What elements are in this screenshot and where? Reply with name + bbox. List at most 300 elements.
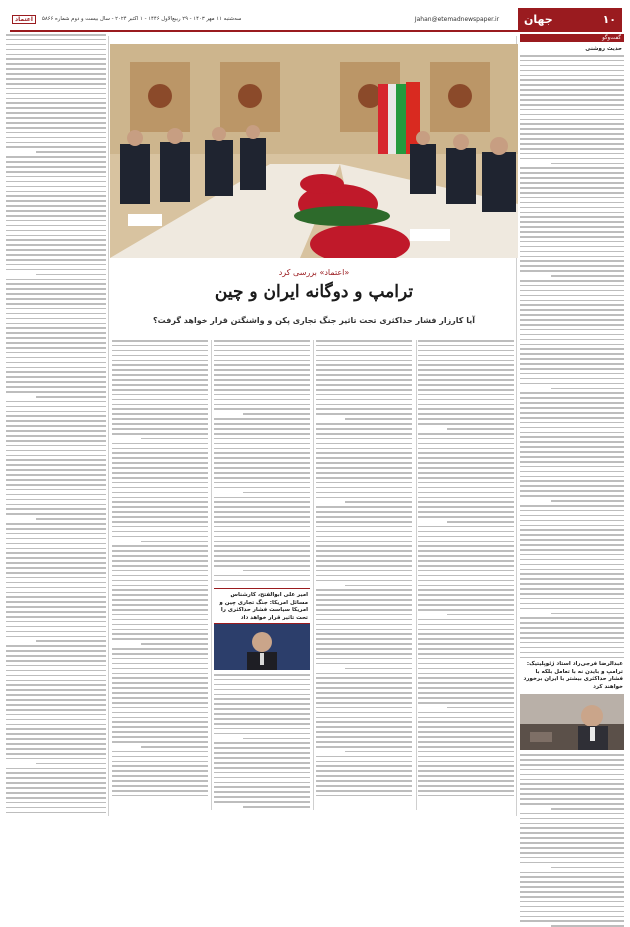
text-line [112, 638, 208, 640]
text-line [112, 394, 208, 396]
text-line [316, 340, 412, 342]
text-line [6, 362, 106, 364]
text-line [316, 712, 412, 714]
text-line [520, 759, 624, 761]
text-line [418, 580, 514, 582]
text-line [6, 49, 106, 51]
text-line [520, 329, 624, 331]
text-line [520, 265, 624, 267]
section-email[interactable]: Jahan@etemadnewspaper.ir [414, 15, 500, 23]
text-line [6, 733, 106, 735]
text-line [214, 360, 310, 362]
text-line [520, 622, 624, 624]
text-line [418, 560, 514, 562]
text-line [418, 712, 514, 714]
text-line [112, 487, 208, 489]
interview-text-block-2 [520, 754, 624, 927]
text-line [214, 531, 310, 533]
text-line [214, 423, 310, 425]
text-line [214, 560, 310, 562]
text-line [6, 582, 106, 584]
text-line [418, 433, 514, 435]
section-banner [518, 8, 622, 30]
text-line [6, 577, 106, 579]
text-line [520, 466, 624, 468]
text-line [6, 440, 106, 442]
text-line [6, 611, 106, 613]
text-line [6, 508, 106, 510]
text-line [6, 802, 106, 804]
text-line [6, 200, 106, 202]
text-line [214, 340, 310, 342]
text-line [316, 467, 412, 469]
text-line [6, 562, 106, 564]
article-subhead: آیا کارزار فشار حداکثری تحت تاثیر جنگ تجاری پکن و واشنگتن قرار خواهد گرفت؟ [153, 316, 475, 325]
text-line [316, 545, 412, 547]
diplomatic-meeting-illustration [110, 44, 518, 258]
text-line [316, 536, 412, 538]
text-line [214, 767, 310, 769]
text-line [316, 355, 412, 357]
text-line [214, 536, 310, 538]
text-line [6, 758, 106, 760]
text-line [112, 492, 208, 494]
text-line [112, 751, 208, 753]
text-line [6, 743, 106, 745]
text-line [316, 369, 412, 371]
text-line [316, 609, 412, 611]
text-line [36, 151, 106, 153]
text-line [6, 220, 106, 222]
text-line [214, 689, 310, 691]
text-line [520, 832, 624, 834]
text-line [6, 191, 106, 193]
text-line [6, 655, 106, 657]
text-line [316, 516, 412, 518]
text-line [6, 283, 106, 285]
text-line [6, 264, 106, 266]
text-line [214, 757, 310, 759]
text-line [316, 384, 412, 386]
text-line [6, 665, 106, 667]
text-line [316, 702, 412, 704]
text-line [520, 544, 624, 546]
text-line [112, 614, 208, 616]
text-line [418, 536, 514, 538]
text-line [418, 394, 514, 396]
text-line [6, 230, 106, 232]
text-line [243, 570, 310, 572]
text-line [520, 285, 624, 287]
text-line [316, 443, 412, 445]
text-line [520, 295, 624, 297]
text-line [6, 327, 106, 329]
text-line [418, 404, 514, 406]
text-line [520, 754, 624, 756]
text-line [520, 632, 624, 634]
text-line [6, 195, 106, 197]
text-line [316, 765, 412, 767]
text-line [316, 756, 412, 758]
article-column-3 [214, 340, 310, 585]
text-line [551, 808, 624, 810]
text-line [418, 770, 514, 772]
text-line [6, 459, 106, 461]
article-column-1 [418, 340, 514, 800]
text-line [520, 109, 624, 111]
text-line [6, 636, 106, 638]
text-line [6, 807, 106, 809]
pull-quote-text: امیر علی ابوالفتح، کارشناس مسائل امریکا: جنگ تجاری چین و امریکا سیاست فشار حداکثری را تحت تاثیر قرار خواهد داد [219, 592, 308, 622]
text-line [6, 323, 106, 325]
text-line [418, 448, 514, 450]
text-line [520, 564, 624, 566]
text-line [316, 350, 412, 352]
text-line [214, 791, 310, 793]
text-line [6, 298, 106, 300]
text-line [214, 472, 310, 474]
text-line [520, 583, 624, 585]
text-line [520, 510, 624, 512]
text-line [214, 575, 310, 577]
text-line [112, 384, 208, 386]
text-line [112, 501, 208, 503]
text-line [418, 443, 514, 445]
text-line [6, 684, 106, 686]
text-line [418, 555, 514, 557]
text-line [418, 570, 514, 572]
text-line [6, 797, 106, 799]
text-line [112, 452, 208, 454]
text-line [112, 345, 208, 347]
text-line [520, 652, 624, 654]
text-line [214, 511, 310, 513]
text-line [520, 348, 624, 350]
text-line [112, 761, 208, 763]
text-line [520, 412, 624, 414]
text-line [316, 736, 412, 738]
text-line [6, 455, 106, 457]
text-line [112, 629, 208, 631]
text-line [214, 379, 310, 381]
text-line [418, 765, 514, 767]
text-line [6, 694, 106, 696]
text-line [112, 482, 208, 484]
article-column-4 [112, 340, 208, 800]
text-line [418, 477, 514, 479]
text-line [520, 104, 624, 106]
text-line [316, 746, 412, 748]
text-line [418, 795, 514, 797]
text-line [6, 342, 106, 344]
text-line [418, 369, 514, 371]
text-line [316, 677, 412, 679]
text-line [520, 192, 624, 194]
text-line [418, 731, 514, 733]
column-divider-5 [108, 36, 109, 816]
text-line [520, 881, 624, 883]
text-line [551, 388, 624, 390]
text-line [316, 594, 412, 596]
text-line [316, 550, 412, 552]
text-line [520, 627, 624, 629]
text-line [520, 133, 624, 135]
text-line [316, 589, 412, 591]
text-line [447, 614, 514, 616]
text-line [316, 452, 412, 454]
text-line [520, 339, 624, 341]
text-line [418, 399, 514, 401]
text-line [214, 438, 310, 440]
text-line [418, 658, 514, 660]
text-line [6, 464, 106, 466]
text-line [214, 772, 310, 774]
text-line [316, 575, 412, 577]
text-line [141, 541, 208, 543]
text-line [520, 94, 624, 96]
text-line [214, 408, 310, 410]
text-line [6, 689, 106, 691]
text-line [214, 777, 310, 779]
text-line [520, 647, 624, 649]
text-line [6, 450, 106, 452]
interview-headline: عبدالرضا فرجی‌راد استاد ژئوپلیتیک: ترامپ و بایدن نه با تعامل بلکه با فشار حداکثری بیشتر با ایران برخورد خواهند کرد [523, 661, 623, 690]
text-line [520, 872, 624, 874]
text-line [520, 920, 624, 922]
text-line [6, 279, 106, 281]
text-line [418, 756, 514, 758]
text-line [316, 663, 412, 665]
text-line [214, 698, 310, 700]
text-line [520, 862, 624, 864]
text-line [520, 270, 624, 272]
text-line [520, 451, 624, 453]
text-line [418, 462, 514, 464]
text-line [6, 753, 106, 755]
text-line [214, 742, 310, 744]
text-line [418, 638, 514, 640]
text-line [520, 549, 624, 551]
text-line [418, 565, 514, 567]
text-line [551, 500, 624, 502]
text-line [6, 142, 106, 144]
text-line [6, 122, 106, 124]
text-line [418, 785, 514, 787]
text-line [112, 531, 208, 533]
text-line [316, 438, 412, 440]
text-line [520, 226, 624, 228]
text-line [316, 604, 412, 606]
text-line [418, 482, 514, 484]
text-line [316, 643, 412, 645]
text-line [345, 751, 412, 753]
text-line [112, 682, 208, 684]
text-line [112, 594, 208, 596]
text-line [520, 657, 624, 659]
text-line [520, 309, 624, 311]
text-line [418, 648, 514, 650]
text-line [316, 761, 412, 763]
text-line [418, 374, 514, 376]
text-line [418, 717, 514, 719]
text-line [520, 891, 624, 893]
text-line [6, 186, 106, 188]
text-line [418, 389, 514, 391]
text-line [418, 497, 514, 499]
text-line [316, 565, 412, 567]
text-line [6, 782, 106, 784]
text-line [6, 504, 106, 506]
text-line [520, 847, 624, 849]
text-line [6, 176, 106, 178]
text-line [6, 39, 106, 41]
text-line [520, 803, 624, 805]
text-line [316, 629, 412, 631]
text-line [112, 526, 208, 528]
text-line [418, 721, 514, 723]
text-line [214, 506, 310, 508]
text-line [112, 448, 208, 450]
text-line [316, 364, 412, 366]
text-line [520, 241, 624, 243]
text-line [112, 668, 208, 670]
text-line [520, 422, 624, 424]
text-line [520, 304, 624, 306]
text-line [316, 374, 412, 376]
text-line [520, 764, 624, 766]
text-line [520, 99, 624, 101]
text-line [112, 726, 208, 728]
text-line [6, 719, 106, 721]
text-line [520, 436, 624, 438]
text-line [520, 231, 624, 233]
text-line [6, 34, 106, 36]
text-line [6, 567, 106, 569]
text-line [418, 506, 514, 508]
text-line [316, 448, 412, 450]
text-line [214, 467, 310, 469]
text-line [520, 212, 624, 214]
text-line [6, 601, 106, 603]
text-line [6, 411, 106, 413]
text-line [6, 479, 106, 481]
text-line [112, 350, 208, 352]
text-line [112, 775, 208, 777]
text-line [112, 736, 208, 738]
text-line [6, 215, 106, 217]
section-tag: گفت‌وگو [520, 34, 624, 42]
text-line [520, 65, 624, 67]
interview-column [520, 34, 624, 820]
text-line [418, 492, 514, 494]
text-line [6, 88, 106, 90]
text-line [112, 399, 208, 401]
text-line [6, 552, 106, 554]
text-line [551, 867, 624, 869]
text-line [6, 592, 106, 594]
text-line [520, 353, 624, 355]
text-line [520, 813, 624, 815]
text-line [214, 733, 310, 735]
text-line [214, 482, 310, 484]
text-line [6, 347, 106, 349]
text-line [112, 374, 208, 376]
text-line [316, 492, 412, 494]
text-line [520, 505, 624, 507]
text-line [520, 593, 624, 595]
text-line [214, 399, 310, 401]
text-line [6, 474, 106, 476]
text-line [214, 384, 310, 386]
text-line [6, 239, 106, 241]
text-line [214, 708, 310, 710]
text-line [520, 79, 624, 81]
text-line [316, 541, 412, 543]
text-line [6, 371, 106, 373]
text-line [418, 541, 514, 543]
text-line [6, 704, 106, 706]
text-line [6, 63, 106, 65]
text-line [6, 367, 106, 369]
page-number: ۱۰ [602, 12, 616, 26]
text-line [112, 780, 208, 782]
text-line [214, 364, 310, 366]
dateline: سه‌شنبه ۱۱ مهر ۱۴۰۳ - ۲۹ ربیع‌الاول ۱۴۴۶ - ۱ اکتبر ۲۰۲۴ - سال بیست و دوم شماره ۵۸۶۶ [41, 16, 242, 22]
text-line [214, 462, 310, 464]
text-line [520, 480, 624, 482]
text-line [520, 793, 624, 795]
text-line [316, 770, 412, 772]
text-line [520, 182, 624, 184]
text-line [6, 161, 106, 163]
text-line [418, 594, 514, 596]
text-line [6, 499, 106, 501]
text-line [520, 637, 624, 639]
text-line [520, 823, 624, 825]
text-line [6, 548, 106, 550]
text-line [112, 389, 208, 391]
text-line [214, 796, 310, 798]
text-line [418, 619, 514, 621]
text-line [520, 441, 624, 443]
text-line [316, 624, 412, 626]
text-line [520, 300, 624, 302]
text-line [418, 775, 514, 777]
text-line [520, 842, 624, 844]
text-line [418, 467, 514, 469]
text-line [112, 423, 208, 425]
text-line [316, 413, 412, 415]
text-line [214, 526, 310, 528]
column-divider-2 [416, 340, 417, 810]
text-line [6, 533, 106, 535]
text-line [520, 603, 624, 605]
text-line [520, 89, 624, 91]
text-line [520, 251, 624, 253]
text-line [6, 166, 106, 168]
text-line [418, 702, 514, 704]
text-line [316, 472, 412, 474]
text-line [6, 337, 106, 339]
text-line [520, 407, 624, 409]
text-line [6, 83, 106, 85]
text-line [520, 114, 624, 116]
text-line [418, 487, 514, 489]
text-line [214, 369, 310, 371]
text-line [112, 467, 208, 469]
text-line [6, 78, 106, 80]
text-line [214, 516, 310, 518]
